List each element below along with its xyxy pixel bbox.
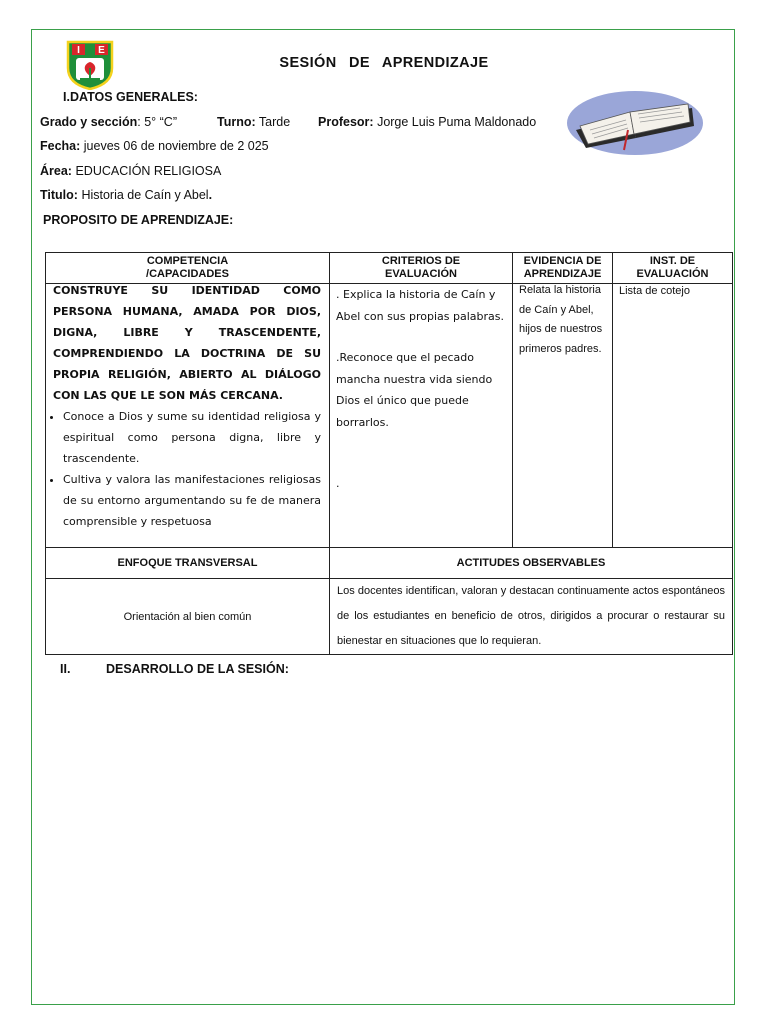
evidencia-text: Relata la historia de Caín y Abel, hijos de nuestros primeros padres. [519,284,603,355]
profesor-line [318,115,536,129]
instrumento-cell [613,284,733,548]
header-criterios: CRITERIOS DE EVALUACIÓN [330,253,513,284]
profesor-value: Jorge Luis Puma Maldonado [377,115,537,129]
criterio-item: . [336,477,340,490]
titulo-value: Historia de Caín y Abel [81,188,209,202]
table-row [46,284,733,548]
criterio-item: .Reconoce que el pecado mancha nuestra vida siendo Dios el único que puede borrarlos. [336,351,493,429]
competencia-text: CONSTRUYE SU IDENTIDAD COMO PERSONA HUMANA, AMADA POR DIOS, DIGNA, LIBRE Y TRASCENDENTE, COMPRENDIENDO LA DOCTRINA DE SU PROPIA RELIGIÓN, ABIERTO AL DIÁLOGO CON LAS QUE LE SON MÁS CERCANA. [53,284,321,402]
section-2-heading [60,662,289,676]
titulo-line [40,188,212,202]
grado-value: : 5° “C” [137,115,177,129]
fecha-label: Fecha: [40,139,81,153]
header-evidencia: EVIDENCIA DE APRENDIZAJE [513,253,613,284]
grado-label: Grado y sección [40,115,138,129]
enfoque-header-row [46,548,733,579]
proposito-heading: PROPOSITO DE APRENDIZAJE: [43,213,234,227]
logo-letter-e: E [98,45,105,56]
enfoque-value: Orientación al bien común [46,579,330,655]
titulo-label: Titulo: [40,188,78,202]
header-instrumento: INST. DE EVALUACIÓN [613,253,733,284]
turno-label: Turno: [217,115,256,129]
turno-line [217,115,290,129]
page-title: SESIÓN DE APRENDIZAJE [279,55,489,71]
actitudes-value: Los docentes identifican, valoran y destacan continuamente actos espontáneos de los estudiantes en beneficio de otros, dirigidos a procurar o restaurar su bienestar en situaciones que lo requieran. [330,579,733,655]
evidencia-cell [513,284,613,548]
planning-table [45,252,733,655]
titulo-end: . [208,188,213,202]
fecha-line [40,139,269,153]
capacidad-item: • Cultiva y valora las manifestaciones religiosas de su entorno argumentando su fe de manera comprensible y respetuosa [63,469,321,532]
enfoque-row [46,579,733,655]
criterios-cell [330,284,513,548]
logo-letter-i: I [77,45,80,56]
open-book-icon [566,90,704,156]
table-header-row [46,253,733,284]
competencia-cell [46,284,330,548]
turno-value: Tarde [258,115,291,129]
area-value: EDUCACIÓN RELIGIOSA [75,164,222,178]
area-line [40,164,221,178]
capacidad-item: • Conoce a Dios y sume su identidad religiosa y espiritual como persona digna, libre y trascendente. [63,406,321,469]
criterio-item: . Explica la historia de Caín y Abel con sus propias palabras. [336,288,504,323]
datos-heading: I.DATOS GENERALES: [63,90,198,104]
header-actitudes: ACTITUDES OBSERVABLES [330,548,733,579]
section-2-number: II. [60,662,71,676]
section-2-title: DESARROLLO DE LA SESIÓN: [106,662,289,676]
fecha-value: jueves 06 de noviembre de 2 025 [83,139,269,153]
capacidades-list [53,406,321,532]
header-enfoque: ENFOQUE TRANSVERSAL [46,548,330,579]
header-competencia: COMPETENCIA /CAPACIDADES [46,253,330,284]
area-label: Área: [40,164,72,178]
grado-line [40,115,177,129]
profesor-label: Profesor: [318,115,374,129]
instrumento-text: Lista de cotejo [619,285,690,297]
